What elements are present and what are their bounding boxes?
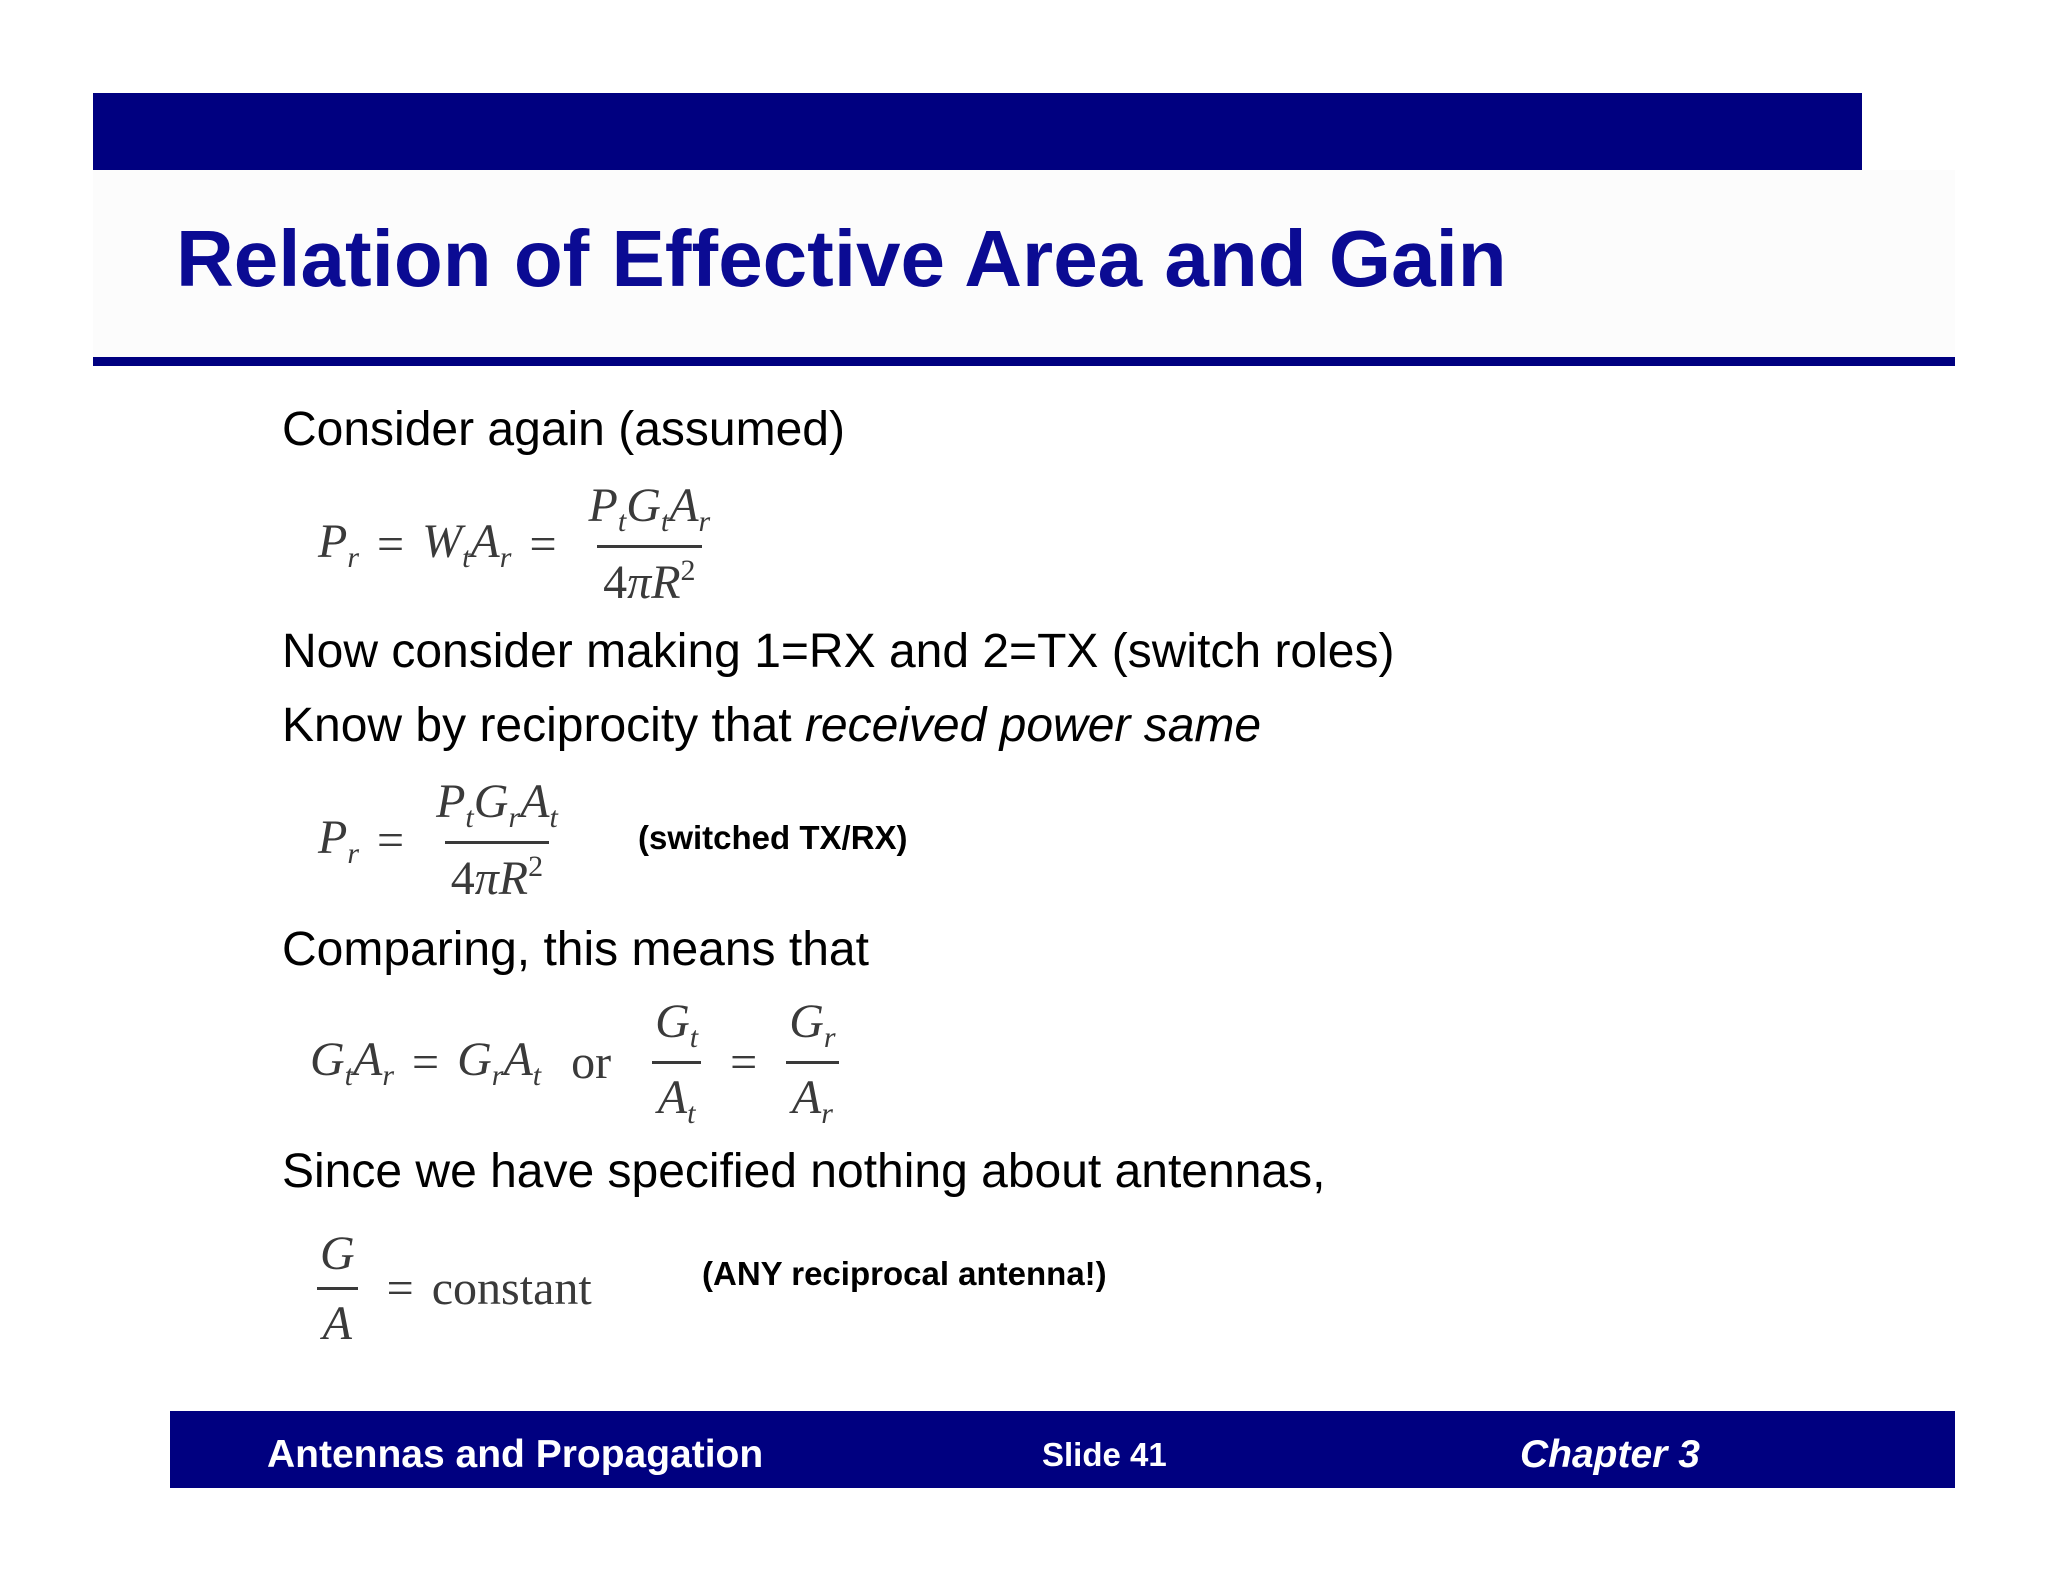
line-now-consider: Now consider making 1=RX and 2=TX (switch roles)	[282, 625, 1395, 678]
line-consider: Consider again (assumed)	[282, 403, 845, 456]
equation-switched-power: $P_r$ = $\frac{P_tG_rA_t}{4\pi R^2}$	[318, 775, 558, 905]
know-emphasis: received power same	[804, 699, 1262, 752]
constant-word: constant	[431, 1262, 592, 1315]
know-prefix: Know by reciprocity that	[282, 699, 805, 752]
slide-title: Relation of Effective Area and Gain	[176, 214, 1507, 303]
line-since: Since we have specified nothing about antennas,	[282, 1145, 1326, 1198]
note-any-reciprocal: (ANY reciprocal antenna!)	[702, 1255, 1107, 1292]
note-switched: (switched TX/RX)	[638, 819, 908, 856]
footer-slide-number: Slide 41	[1042, 1436, 1167, 1473]
or-word: or	[571, 1036, 612, 1089]
equation-received-power: $P_r$ = $W_tA_r$ = $\frac{P_tG_tA_r}{4\pi R^2}$	[318, 479, 711, 609]
equation-constant-ratio: $\frac{G}{A}$ = constant	[306, 1226, 592, 1351]
top-header-bar	[93, 93, 1862, 170]
line-comparing: Comparing, this means that	[282, 923, 869, 976]
equation-gain-area-relation: $G_tA_r$ = $G_rA_t$ or $\frac{G_t}{A_t}$ = $\frac{G_r}{A_r}$	[310, 994, 850, 1131]
footer-chapter: Chapter 3	[1520, 1433, 1700, 1476]
title-divider	[93, 357, 1955, 366]
line-know-reciprocity	[282, 698, 1261, 754]
footer-course-title: Antennas and Propagation	[267, 1433, 764, 1476]
